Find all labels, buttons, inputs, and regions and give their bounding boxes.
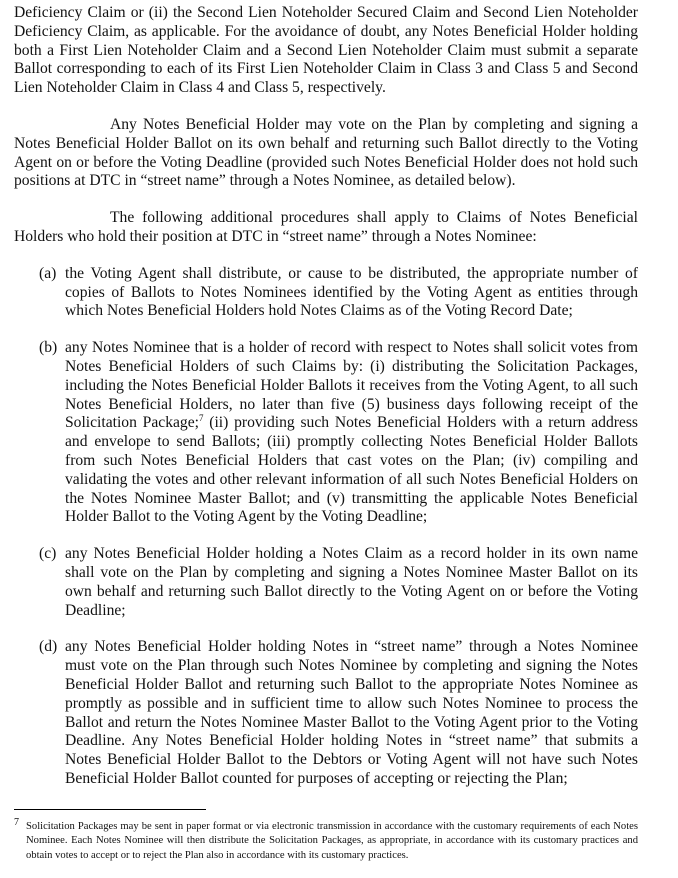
list-text: the Voting Agent shall distribute, or cause to be distributed, the appropriate number of copies of Ballots to Notes Nominees identified by the Voting Agent as entities through which Notes Beneficial Holders hold Notes Claims as of the Voting Record Date; — [65, 264, 638, 320]
list-item-a — [14, 265, 638, 321]
list-text-continued: (ii) providing such Notes Beneficial Holders with a return address and envelope to send Ballots; (iii) promptly collecting Notes Beneficial Holder Ballots from such Notes Beneficial Holders that cast votes on the Plan; (iv) compiling and validating the votes and other relevant information of all such Notes Beneficial Holders on the Notes Nominee Master Ballot; and (v) transmitting the applicable Notes Beneficial Holder Ballot to the Voting Agent by the Voting Deadline; — [65, 414, 638, 526]
list-label: (c) — [39, 545, 57, 563]
footnote-text: Solicitation Packages may be sent in paper format or via electronic transmission in accordance with the customary requirements of each Notes Nominee. Each Notes Nominee will then distribute the Solicitation Packages, as appropriate, in accordance with its customary practices and obtain votes to accept or to reject the Plan also in accordance with its customary practices. — [26, 821, 638, 861]
list-label: (d) — [39, 638, 58, 656]
footnote-number: 7 — [14, 817, 19, 828]
list-label: (a) — [39, 264, 57, 282]
list-text: any Notes Beneficial Holder holding a Notes Claim as a record holder in its own name shall vote on the Plan by completing and signing a Notes Nominee Master Ballot on its own behalf and returning such Ballot directly to the Voting Agent on or before the Voting Deadline; — [65, 545, 638, 619]
list-item-d — [14, 638, 638, 788]
footnote-reference[interactable]: 7 — [198, 413, 204, 424]
paragraph-additional-procedures: The following additional procedures shall apply to Claims of Notes Beneficial Holders who hold their position at DTC in “street name” through a Notes Nominee: — [14, 209, 638, 245]
list-item-c — [14, 545, 638, 620]
list-label: (b) — [39, 339, 58, 357]
footnote-divider — [14, 809, 206, 810]
footnote — [14, 817, 638, 863]
document-body — [14, 4, 638, 807]
paragraph-continuation: Deficiency Claim or (ii) the Second Lien Noteholder Secured Claim and Second Lien Noteholder Deficiency Claim, as applicable. For the avoidance of doubt, any Notes Beneficial Holder holding both a First Lien Noteholder Claim and a Second Lien Noteholder Claim must submit a separate Ballot corresponding to each of its First Lien Noteholder Claim in Class 3 and Class 5 and Second Lien Noteholder Claim in Class 4 and Class 5, respectively. — [14, 4, 638, 97]
list-item-b — [14, 339, 638, 527]
paragraph-voting-directly: Any Notes Beneficial Holder may vote on the Plan by completing and signing a Notes Beneficial Holder Ballot on its own behalf and returning such Ballot directly to the Voting Agent on or before the Voting Deadline (provided such Notes Beneficial Holder does not hold such positions at DTC in “street name” through a Notes Nominee, as detailed below). — [14, 115, 638, 190]
list-text: any Notes Beneficial Holder holding Notes in “street name” through a Notes Nominee must vote on the Plan through such Notes Nominee by completing and signing the Notes Beneficial Holder Ballot and returning such Ballot to the appropriate Notes Nominee as promptly as possible and in sufficient time to allow such Notes Nominee to process the Ballot and return the Notes Nominee Master Ballot to the Voting Agent prior to the Voting Deadline. Any Notes Beneficial Holder holding Notes in “street name” that submits a Notes Beneficial Holder Ballot to the Debtors or Voting Agent will not have such Notes Beneficial Holder Ballot counted for purposes of accepting or rejecting the Plan; — [65, 638, 638, 787]
list-text: any Notes Nominee that is a holder of record with respect to Notes shall solicit votes from Notes Beneficial Holders of such Claims by: (i) distributing the Solicitation Packages, including the Notes Beneficial Holder Ballots it receives from the Voting Agent, to all such Notes Beneficial Holders, no later than five (5) business days following receipt of the Solicitation Package; — [65, 339, 638, 432]
